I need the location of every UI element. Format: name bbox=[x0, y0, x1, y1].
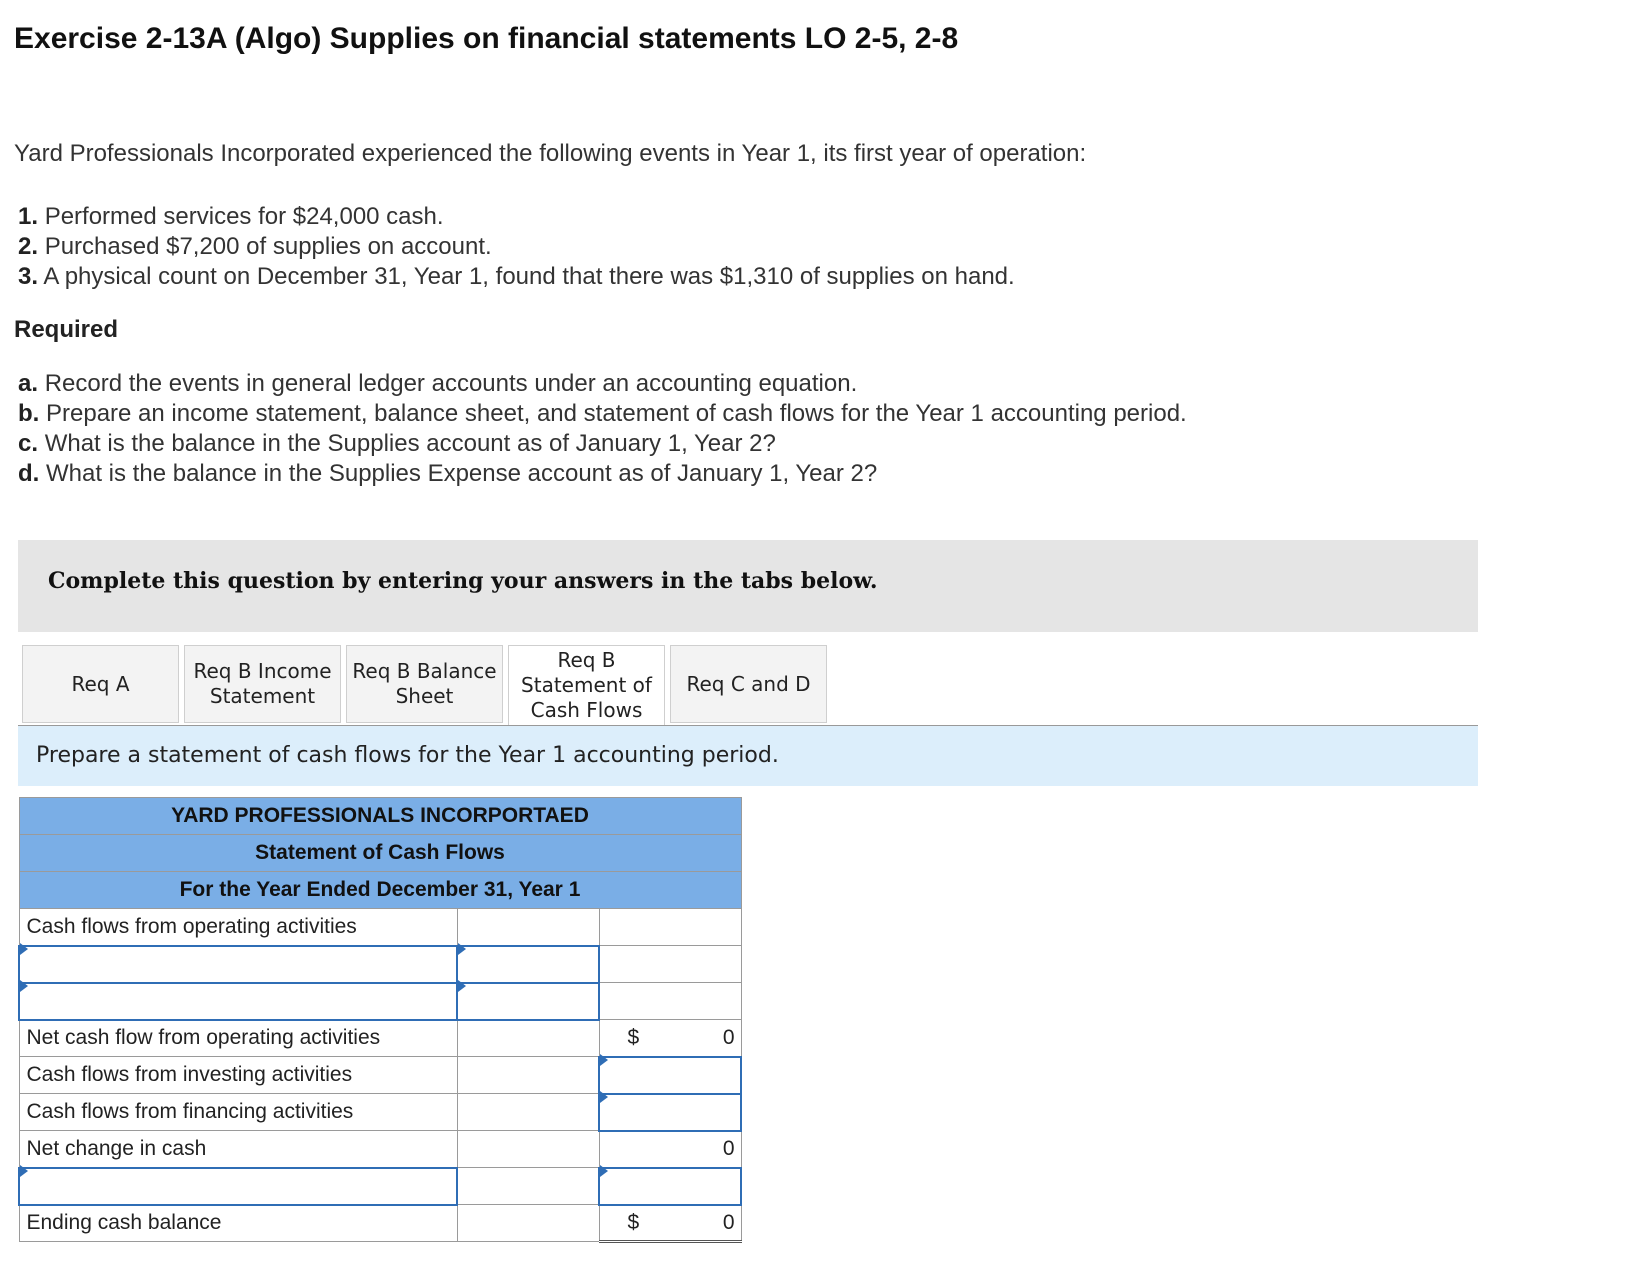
tab-label: Req B bbox=[557, 648, 616, 672]
prompt-text: Prepare a statement of cash flows for the Year 1 accounting period. bbox=[36, 743, 779, 768]
requirement-item bbox=[18, 459, 1187, 489]
intro-text: Yard Professionals Incorporated experienced the following events in Year 1, its first year of operation: bbox=[14, 140, 1087, 167]
operating-header-label: Cash flows from operating activities bbox=[19, 909, 457, 946]
empty-cell bbox=[599, 909, 741, 946]
investing-amount-input[interactable] bbox=[599, 1057, 741, 1094]
net-change-amount bbox=[599, 1131, 741, 1168]
operating-item-1-input[interactable] bbox=[19, 946, 457, 983]
tab-req-b-cash-flows[interactable] bbox=[508, 645, 665, 726]
empty-cell bbox=[457, 1057, 599, 1094]
cash-flow-statement-table bbox=[18, 797, 742, 1243]
requirements-list bbox=[18, 369, 1187, 489]
event-text: A physical count on December 31, Year 1, found that there was $1,310 of supplies on hand. bbox=[43, 263, 1015, 290]
table-row bbox=[19, 798, 741, 835]
net-change-label: Net change in cash bbox=[19, 1131, 457, 1168]
net-change-value: 0 bbox=[722, 1137, 735, 1160]
company-name: YARD PROFESSIONALS INCORPORTAED bbox=[19, 798, 741, 835]
operating-item-2-input[interactable] bbox=[19, 983, 457, 1020]
tab-label: Statement of bbox=[521, 673, 652, 697]
tab-req-c-and-d[interactable] bbox=[670, 645, 827, 723]
table-row bbox=[19, 909, 741, 946]
investing-label: Cash flows from investing activities bbox=[19, 1057, 457, 1094]
event-item bbox=[18, 202, 1015, 232]
table-row bbox=[19, 1205, 741, 1242]
event-text: Performed services for $24,000 cash. bbox=[44, 203, 444, 230]
tab-label: Sheet bbox=[395, 684, 454, 708]
prompt-bar bbox=[18, 726, 1478, 786]
requirement-letter: d. bbox=[18, 460, 40, 487]
dollar-sign: $ bbox=[627, 1025, 640, 1049]
page-title: Exercise 2-13A (Algo) Supplies on financial statements LO 2-5, 2-8 bbox=[14, 22, 959, 55]
table-row bbox=[19, 1131, 741, 1168]
requirement-item bbox=[18, 369, 1187, 399]
empty-cell bbox=[599, 946, 741, 983]
requirement-item bbox=[18, 429, 1187, 459]
event-item bbox=[18, 232, 1015, 262]
empty-cell bbox=[457, 1020, 599, 1057]
requirement-text: Prepare an income statement, balance sheet, and statement of cash flows for the Year 1 accounting period. bbox=[46, 400, 1187, 427]
tab-label: Statement bbox=[209, 684, 316, 708]
requirement-item bbox=[18, 399, 1187, 429]
statement-period: For the Year Ended December 31, Year 1 bbox=[19, 872, 741, 909]
tab-label: Req C and D bbox=[686, 671, 811, 696]
beginning-cash-label-input[interactable] bbox=[19, 1168, 457, 1205]
empty-cell bbox=[457, 1205, 599, 1242]
events-list bbox=[18, 202, 1015, 292]
event-number: 3. bbox=[18, 263, 39, 290]
empty-cell bbox=[457, 1094, 599, 1131]
table-row bbox=[19, 872, 741, 909]
instruction-bar bbox=[18, 540, 1478, 632]
empty-cell bbox=[457, 1168, 599, 1205]
required-heading: Required bbox=[14, 316, 119, 343]
ending-cash-amount bbox=[599, 1205, 741, 1242]
table-row bbox=[19, 1094, 741, 1131]
tab-req-a[interactable] bbox=[22, 645, 179, 723]
tab-label: Req B Balance bbox=[352, 659, 497, 683]
table-row bbox=[19, 1020, 741, 1057]
tab-label: Req A bbox=[71, 671, 130, 696]
financing-amount-input[interactable] bbox=[599, 1094, 741, 1131]
tab-label: Req B Income bbox=[193, 659, 332, 683]
table-row bbox=[19, 1168, 741, 1205]
requirement-text: What is the balance in the Supplies account as of January 1, Year 2? bbox=[44, 430, 776, 457]
beginning-cash-amount-input[interactable] bbox=[599, 1168, 741, 1205]
ending-cash-label: Ending cash balance bbox=[19, 1205, 457, 1242]
dollar-sign: $ bbox=[627, 1210, 640, 1234]
financing-label: Cash flows from financing activities bbox=[19, 1094, 457, 1131]
empty-cell bbox=[457, 1131, 599, 1168]
net-operating-label: Net cash flow from operating activities bbox=[19, 1020, 457, 1057]
tab-req-b-income-statement[interactable] bbox=[184, 645, 341, 723]
net-operating-value: 0 bbox=[722, 1025, 735, 1049]
event-number: 1. bbox=[18, 203, 39, 230]
tab-label: Cash Flows bbox=[530, 698, 643, 722]
table-row bbox=[19, 835, 741, 872]
requirement-text: What is the balance in the Supplies Expense account as of January 1, Year 2? bbox=[46, 460, 878, 487]
net-operating-amount bbox=[599, 1020, 741, 1057]
empty-cell bbox=[599, 983, 741, 1020]
table-row bbox=[19, 946, 741, 983]
statement-name: Statement of Cash Flows bbox=[19, 835, 741, 872]
requirement-letter: a. bbox=[18, 370, 39, 397]
operating-item-2-amount-input[interactable] bbox=[457, 983, 599, 1020]
requirement-letter: c. bbox=[18, 430, 39, 457]
instruction-text: Complete this question by entering your answers in the tabs below. bbox=[48, 568, 878, 594]
requirement-letter: b. bbox=[18, 400, 40, 427]
requirement-text: Record the events in general ledger accounts under an accounting equation. bbox=[44, 370, 858, 397]
empty-cell bbox=[457, 909, 599, 946]
operating-item-1-amount-input[interactable] bbox=[457, 946, 599, 983]
table-row bbox=[19, 1057, 741, 1094]
ending-cash-value: 0 bbox=[722, 1210, 735, 1234]
tab-req-b-balance-sheet[interactable] bbox=[346, 645, 503, 723]
event-item bbox=[18, 262, 1015, 292]
table-row bbox=[19, 983, 741, 1020]
event-number: 2. bbox=[18, 233, 39, 260]
event-text: Purchased $7,200 of supplies on account. bbox=[44, 233, 492, 260]
